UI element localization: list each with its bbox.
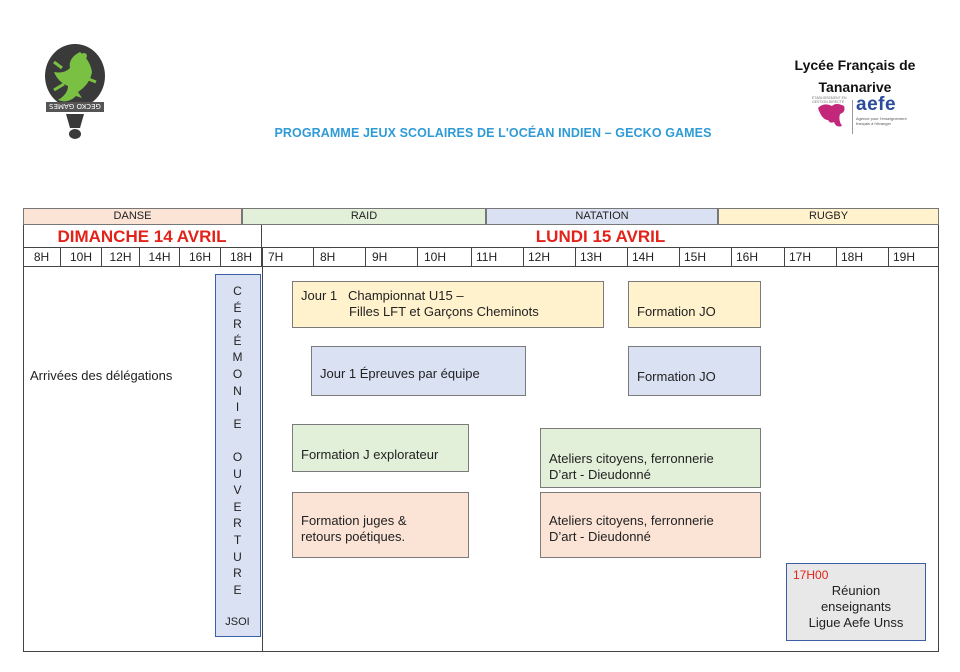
- event-formation-jo-1: Formation JO: [628, 281, 761, 328]
- event-ceremony: [215, 274, 261, 637]
- hour-sun-1: 10H: [61, 248, 102, 267]
- legend-rugby: RUGBY: [718, 208, 939, 225]
- event-formation-explorateur: Formation J explorateur: [292, 424, 469, 472]
- hour-mon-7: 14H: [628, 248, 680, 267]
- event-championnat: [292, 281, 604, 328]
- aefe-logo-word: aefe: [856, 94, 897, 115]
- hour-mon-5: 12H: [524, 248, 576, 267]
- school-name: [780, 54, 930, 98]
- hour-mon-1: 8H: [314, 248, 366, 267]
- event-arrivals: Arrivées des délégations: [30, 368, 173, 383]
- legend-raid: RAID: [242, 208, 486, 225]
- hour-mon-2: 9H: [366, 248, 418, 267]
- hour-mon-10: 17H: [785, 248, 837, 267]
- hour-sun-0: 8H: [23, 248, 61, 267]
- reunion-line-1: Réunion: [831, 583, 881, 598]
- logo-text: GECKO GAMES: [49, 102, 101, 110]
- event-epreuves-equipe: Jour 1 Épreuves par équipe: [311, 346, 526, 396]
- school-line-1: Lycée Français de: [794, 57, 916, 73]
- event-ateliers-1: [540, 428, 761, 488]
- day-monday: LUNDI 15 AVRIL: [262, 225, 939, 248]
- page-title: PROGRAMME JEUX SCOLAIRES DE L'OCÉAN INDIEN – GECKO GAMES: [274, 126, 712, 140]
- hour-mon-4: 11H: [472, 248, 524, 267]
- formation-juges-line-1: Formation juges &: [301, 513, 407, 528]
- aefe-left-text: ÉTABLISSEMENT EN GESTION DIRECTE: [812, 96, 847, 104]
- hour-sun-5: 18H: [221, 248, 262, 267]
- ateliers-2-line-1: Ateliers citoyens, ferronnerie: [549, 513, 714, 528]
- championnat-line-1: Jour 1 Championnat U15 –: [301, 288, 464, 303]
- hour-sun-3: 14H: [140, 248, 180, 267]
- reunion-time: 17H00: [793, 568, 829, 582]
- hour-mon-0: 7H: [262, 248, 314, 267]
- school-line-2: Tananarive: [818, 79, 892, 95]
- legend-natation: NATATION: [486, 208, 718, 225]
- event-formation-juges: [292, 492, 469, 558]
- day-divider: [262, 248, 263, 652]
- day-sunday: DIMANCHE 14 AVRIL: [23, 225, 262, 248]
- hour-mon-11: 18H: [837, 248, 889, 267]
- hour-mon-12: 19H: [889, 248, 939, 267]
- ceremony-vertical-text: C É R É M O N I E O U V E R T U R E: [232, 284, 243, 597]
- hour-sun-2: 12H: [102, 248, 140, 267]
- formation-juges-line-2: retours poétiques.: [301, 529, 406, 544]
- event-formation-jo-2: Formation JO: [628, 346, 761, 396]
- hour-mon-6: 13H: [576, 248, 628, 267]
- reunion-line-3: Ligue Aefe Unss: [808, 615, 904, 630]
- hour-mon-3: 10H: [418, 248, 472, 267]
- ateliers-2-line-2: D’art - Dieudonné: [549, 529, 651, 544]
- hour-sun-4: 16H: [180, 248, 221, 267]
- ateliers-1-line-1: Ateliers citoyens, ferronnerie: [549, 451, 714, 466]
- ceremony-jsoi: JSOI: [225, 616, 250, 628]
- event-ateliers-2: [540, 492, 761, 558]
- hour-mon-9: 16H: [732, 248, 785, 267]
- hour-mon-8: 15H: [680, 248, 732, 267]
- event-reunion: [786, 563, 926, 641]
- reunion-line-2: enseignants: [820, 599, 892, 614]
- legend-danse: DANSE: [23, 208, 242, 225]
- ateliers-1-line-2: D’art - Dieudonné: [549, 467, 651, 482]
- aefe-tagline: Agence pour l'enseignement français à l'étranger: [856, 116, 907, 126]
- championnat-line-2: Filles LFT et Garçons Cheminots: [349, 304, 539, 319]
